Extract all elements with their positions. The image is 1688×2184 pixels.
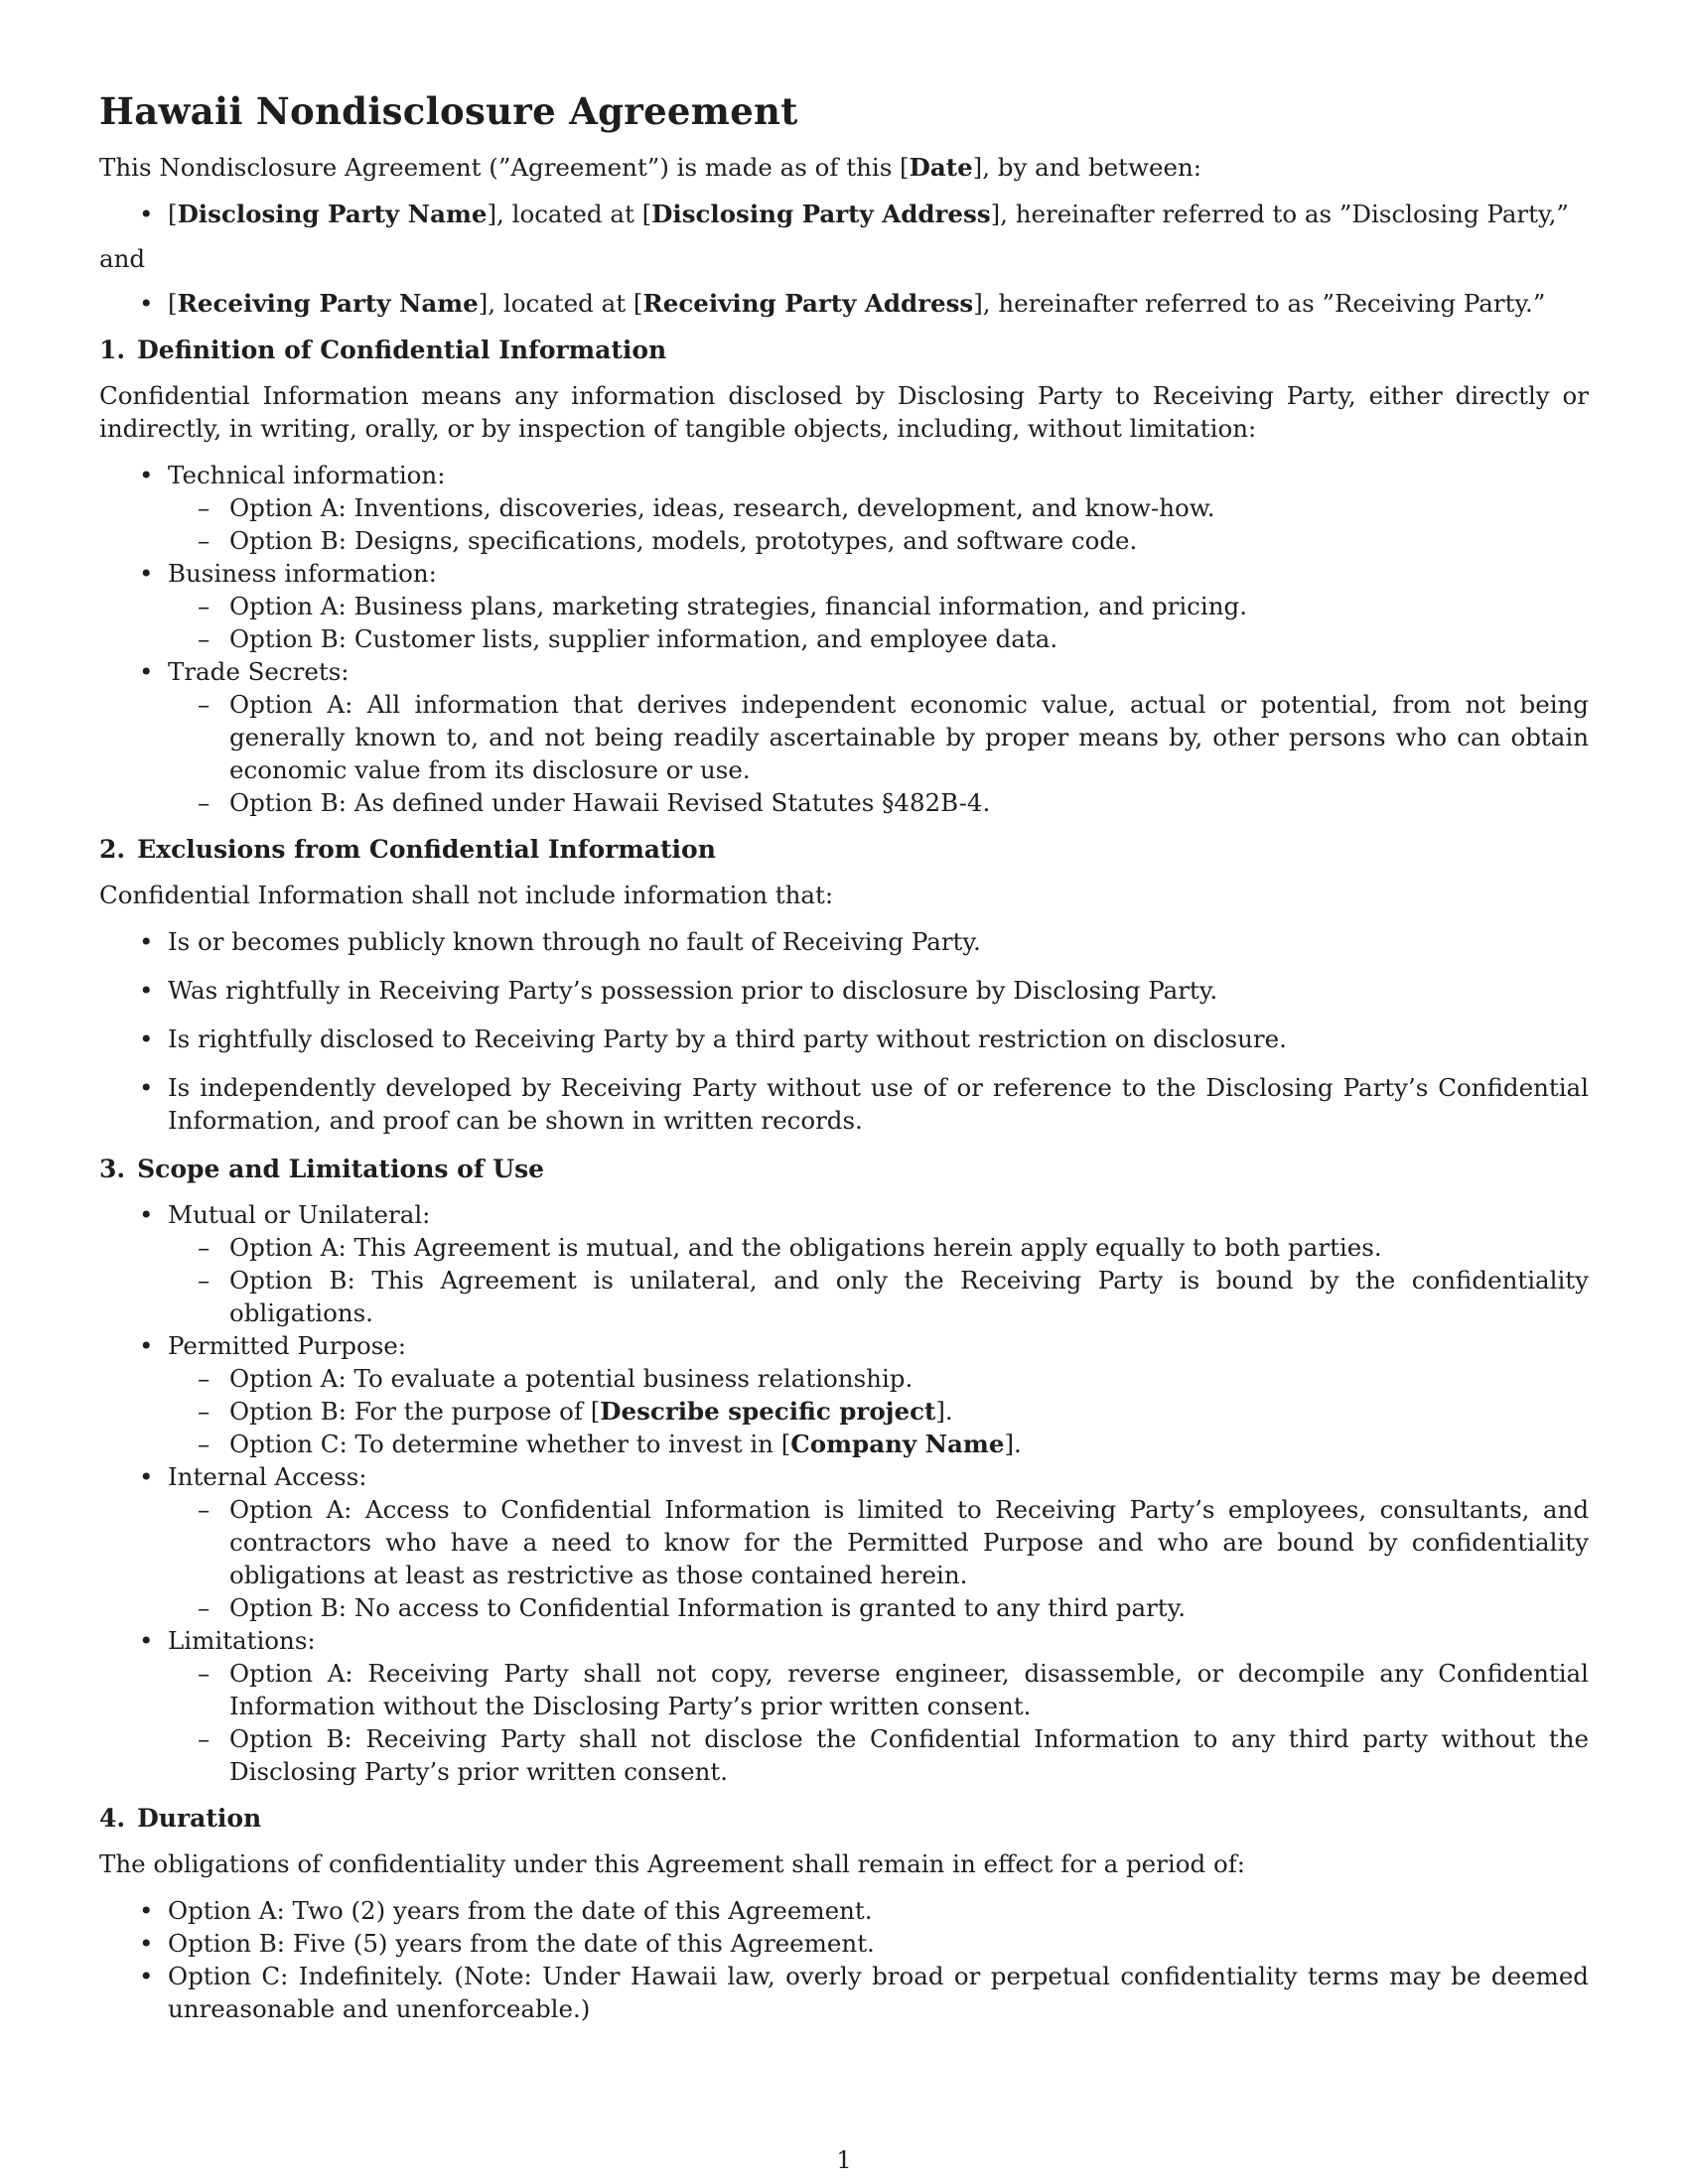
list-item: • Trade Secrets: – Option A: All information that derives independent economic value, actual or potential, from not being generally known to, and not being readily ascertainable by proper means by, other persons who can obtain economic value from its disclosure or use. – Option B: As defined under Hawaii Revised Statutes §482B-4. [99, 655, 1589, 819]
section-4-body: The obligations of confidentiality under this Agreement shall remain in effect for a period of: [99, 1849, 1246, 1878]
sub-list-item: – Option B: Receiving Party shall not disclose the Confidential Information to any third party without the Disclosing Party’s prior written consent. [168, 1722, 1589, 1788]
receiving-party-list [99, 287, 1589, 320]
list-item: • Technical information: – Option A: Inventions, discoveries, ideas, research, development, and know-how. – Option B: Designs, specifications, models, prototypes, and software code. [99, 459, 1589, 557]
disclosing-party-list [99, 198, 1589, 230]
receiving-party-name-placeholder: Receiving Party Name [177, 289, 479, 318]
project-placeholder: Describe specific project [600, 1397, 936, 1426]
sub-list [168, 1362, 1589, 1460]
sub-list [168, 590, 1589, 655]
list-item: • Limitations: – Option A: Receiving Party shall not copy, reverse engineer, disassemble, or decompile any Confidential Information without the Disclosing Party’s prior written consent. – Option B: Receiving Party shall not disclose the Confidential Information to any third party without the Disclosing Party’s prior written consent. [99, 1624, 1589, 1788]
list-item: • Is independently developed by Receiving Party without use of or reference to the Disclosing Party’s Confidential Information, and proof can be shown in written records. [99, 1071, 1589, 1137]
list-item: • Option B: Five (5) years from the date of this Agreement. [99, 1927, 1589, 1960]
sub-list-item: – Option B: This Agreement is unilateral, and only the Receiving Party is bound by the confidentiality obligations. [168, 1264, 1589, 1329]
section-3-heading: 3. Scope and Limitations of Use [99, 1155, 545, 1183]
list-item: • Mutual or Unilateral: – Option A: This Agreement is mutual, and the obligations herein apply equally to both parties. – Option B: This Agreement is unilateral, and only the Receiving Party is bound by the confidentiality obligations. [99, 1198, 1589, 1329]
sub-list [168, 688, 1589, 819]
list-item: • Is rightfully disclosed to Receiving Party by a third party without restriction on disclosure. [99, 1023, 1589, 1055]
sub-list-item: – Option B: As defined under Hawaii Revised Statutes §482B-4. [168, 786, 1589, 819]
list-item: • Was rightfully in Receiving Party’s possession prior to disclosure by Disclosing Party. [99, 974, 1589, 1007]
sub-list-item: – Option A: Access to Confidential Information is limited to Receiving Party’s employees, consultants, and contractors who have a need to know for the Permitted Purpose and who are bound by confidentiality obligations at least as restrictive as those contained herein. [168, 1493, 1589, 1591]
sub-list-item: – Option B: Customer lists, supplier information, and employee data. [168, 622, 1589, 655]
and-connector: and [99, 244, 146, 273]
section-1-heading: 1. Definition of Confidential Information [99, 336, 667, 364]
sub-list-item: – Option A: Receiving Party shall not copy, reverse engineer, disassemble, or decompile any Confidential Information without the Disclosing Party’s prior written consent. [168, 1657, 1589, 1722]
sub-list [168, 1493, 1589, 1624]
date-placeholder: Date [909, 153, 973, 182]
section-1-body: Confidential Information means any information disclosed by Disclosing Party to Receiving Party, either directly or indirectly, in writing, orally, or by inspection of tangible objects, including, without limitation: [99, 381, 1589, 443]
intro-paragraph: This Nondisclosure Agreement (”Agreement”) is made as of this [Date], by and between: [99, 153, 1201, 182]
section-1-list [99, 459, 1589, 819]
page-number: 1 [836, 2146, 852, 2174]
section-2-list [99, 925, 1589, 1137]
disclosing-party-address-placeholder: Disclosing Party Address [651, 200, 991, 228]
section-2-heading: 2. Exclusions from Confidential Information [99, 835, 716, 864]
sub-list [168, 1657, 1589, 1788]
sub-list-item: – Option A: All information that derives independent economic value, actual or potential, from not being generally known to, and not being readily ascertainable by proper means by, other persons who can obtain economic value from its disclosure or use. [168, 688, 1589, 786]
list-item: • Is or becomes publicly known through no fault of Receiving Party. [99, 925, 1589, 958]
list-item: • Internal Access: – Option A: Access to Confidential Information is limited to Receiving Party’s employees, consultants, and contractors who have a need to know for the Permitted Purpose and who are bound by confidentiality obligations at least as restrictive as those contained herein. – Option B: No access to Confidential Information is granted to any third party. [99, 1460, 1589, 1624]
document-title: Hawaii Nondisclosure Agreement [99, 89, 798, 133]
disclosing-party-item: • [Disclosing Party Name], located at [Disclosing Party Address], hereinafter referred to as ”Disclosing Party,” [99, 198, 1589, 230]
section-3-list [99, 1198, 1589, 1788]
section-4-heading: 4. Duration [99, 1804, 262, 1833]
sub-list-item: – Option C: To determine whether to invest in [Company Name]. [168, 1428, 1589, 1460]
receiving-party-item: • [Receiving Party Name], located at [Receiving Party Address], hereinafter referred to as ”Receiving Party.” [99, 287, 1589, 320]
sub-list [168, 491, 1589, 557]
list-item: • Permitted Purpose: – Option A: To evaluate a potential business relationship. – Option B: For the purpose of [Describe specific project]. – Option C: To determine whether to invest in [Company Name]. [99, 1329, 1589, 1460]
section-4-list [99, 1894, 1589, 2025]
sub-list-item: – Option A: Business plans, marketing strategies, financial information, and pricing. [168, 590, 1589, 622]
list-item: • Business information: – Option A: Business plans, marketing strategies, financial information, and pricing. – Option B: Customer lists, supplier information, and employee data. [99, 557, 1589, 655]
document-body [99, 87, 1589, 2025]
sub-list-item: – Option B: No access to Confidential Information is granted to any third party. [168, 1591, 1589, 1624]
sub-list-item: – Option A: To evaluate a potential business relationship. [168, 1362, 1589, 1395]
sub-list-item: – Option B: For the purpose of [Describe specific project]. [168, 1395, 1589, 1428]
company-name-placeholder: Company Name [790, 1430, 1005, 1458]
section-2-body: Confidential Information shall not include information that: [99, 881, 834, 909]
sub-list-item: – Option A: Inventions, discoveries, ideas, research, development, and know-how. [168, 491, 1589, 524]
disclosing-party-name-placeholder: Disclosing Party Name [177, 200, 488, 228]
list-item: • Option A: Two (2) years from the date of this Agreement. [99, 1894, 1589, 1927]
receiving-party-address-placeholder: Receiving Party Address [642, 289, 974, 318]
sub-list-item: – Option B: Designs, specifications, models, prototypes, and software code. [168, 524, 1589, 557]
sub-list [168, 1231, 1589, 1329]
sub-list-item: – Option A: This Agreement is mutual, and the obligations herein apply equally to both parties. [168, 1231, 1589, 1264]
list-item: • Option C: Indefinitely. (Note: Under Hawaii law, overly broad or perpetual confidentiality terms may be deemed unreasonable and unenforceable.) [99, 1960, 1589, 2025]
